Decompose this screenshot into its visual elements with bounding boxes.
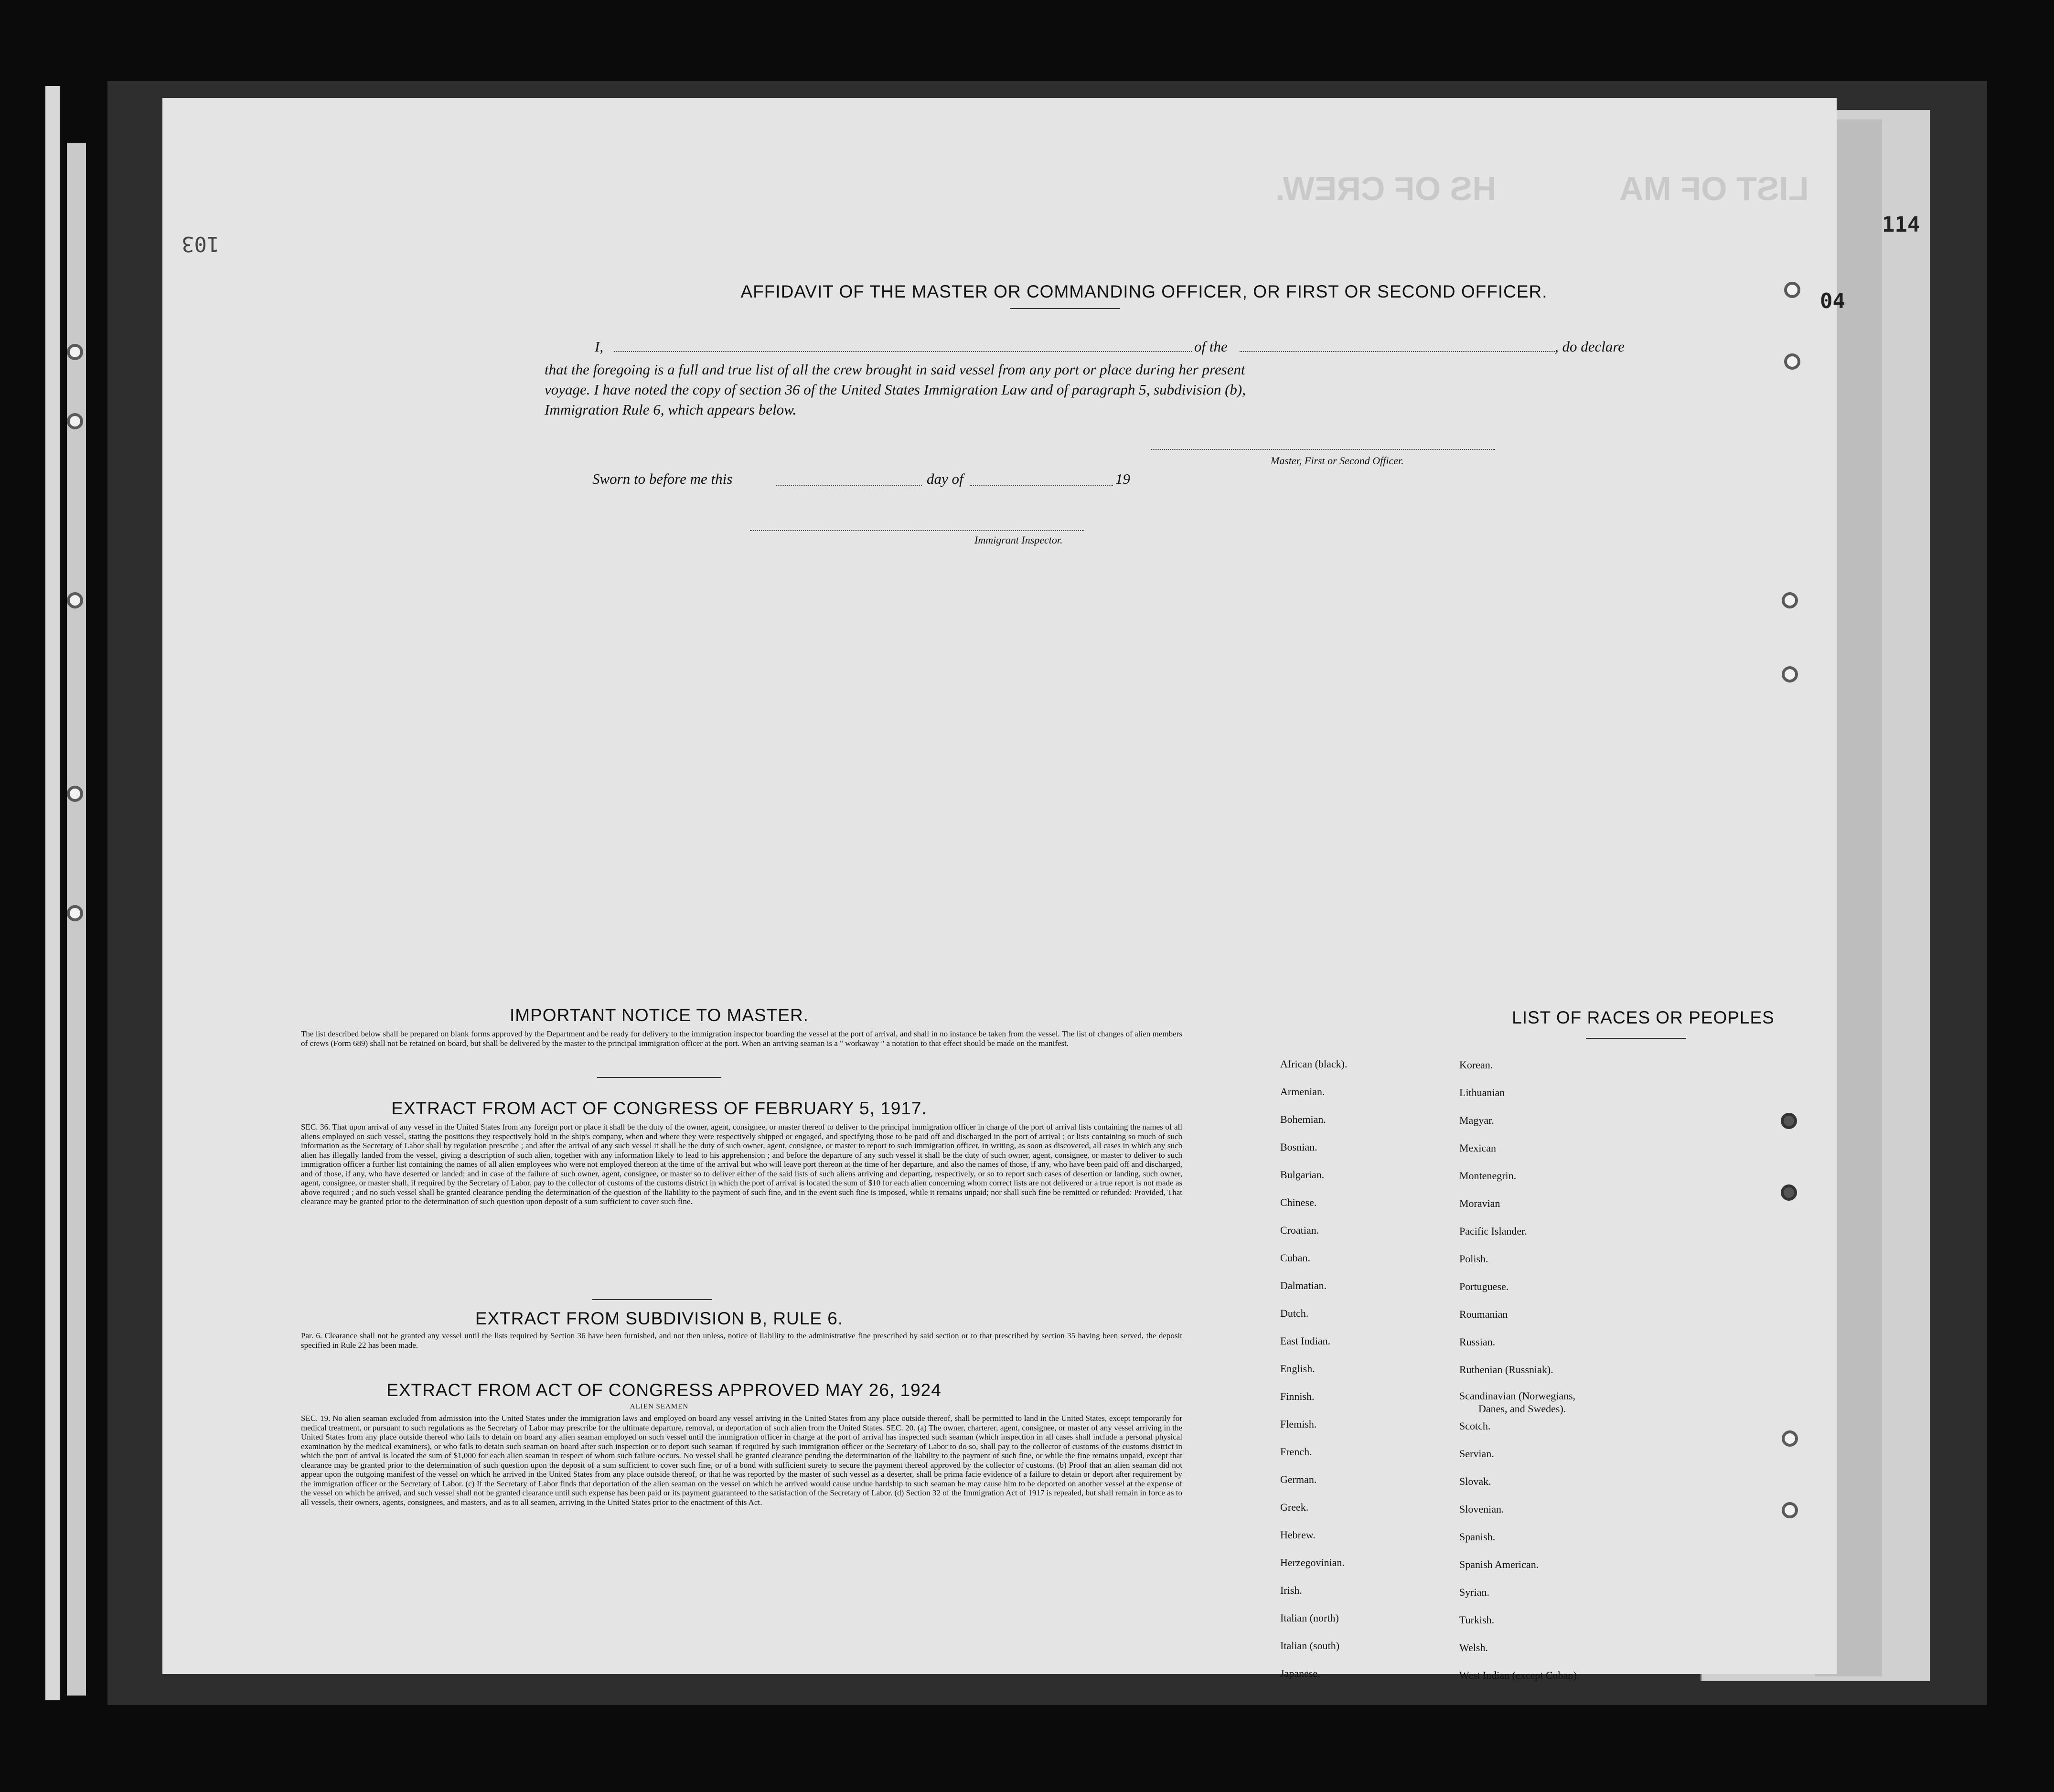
notice-title: IMPORTANT NOTICE TO MASTER.	[510, 1005, 809, 1025]
race-item: Irish.	[1280, 1584, 1302, 1596]
extract-rule6-body: Par. 6. Clearance shall not be granted any vessel until the lists required by Section 36 have been furnished, and not then unless, notice of liability to the administrative fine prescribed by said section or to that prescribed by section 35 having been served, the deposit specified in Rule 22 has been made.	[301, 1331, 1182, 1350]
race-item: Chinese.	[1280, 1196, 1317, 1208]
do-declare-text: , do declare	[1555, 338, 1625, 355]
sworn-day-line	[776, 485, 922, 486]
punch-hole	[1784, 353, 1800, 370]
races-title-rule	[1586, 1038, 1686, 1039]
race-item: Danes, and Swedes).	[1478, 1403, 1566, 1415]
race-item: Bosnian.	[1280, 1141, 1317, 1153]
bleed-through-text: LIST OF MA	[1619, 170, 1809, 207]
race-item: West Indian (except Cuban).	[1459, 1669, 1580, 1681]
race-item: Welsh.	[1459, 1642, 1488, 1653]
document-page	[162, 98, 1920, 1681]
races-title: LIST OF RACES OR PEOPLES	[1512, 1008, 1775, 1027]
left-page-edge	[45, 86, 60, 1700]
vessel-name-line	[1240, 351, 1555, 352]
right-margin-partial-number: 04	[1820, 289, 1845, 313]
race-item: Pacific Islander.	[1459, 1225, 1527, 1237]
extract-1924-title: EXTRACT FROM ACT OF CONGRESS APPROVED MAY 26, 1924	[386, 1380, 941, 1400]
race-item: Korean.	[1459, 1059, 1493, 1071]
race-item: Moravian	[1459, 1197, 1500, 1209]
race-item: Flemish.	[1280, 1418, 1317, 1430]
race-item: Spanish.	[1459, 1531, 1496, 1543]
punch-hole	[67, 413, 83, 429]
punch-hole	[1782, 1502, 1798, 1518]
punch-hole	[67, 344, 83, 360]
race-item: Servian.	[1459, 1448, 1494, 1460]
race-item: Scotch.	[1459, 1420, 1491, 1432]
race-item: Bulgarian.	[1280, 1169, 1325, 1181]
affidavit-line-2: that the foregoing is a full and true list of all the crew brought in said vessel from any port or place during her present	[545, 361, 1245, 378]
race-item: Magyar.	[1459, 1114, 1494, 1126]
race-item: Portuguese.	[1459, 1280, 1509, 1292]
race-item: Ruthenian (Russniak).	[1459, 1364, 1553, 1376]
race-item: Italian (north)	[1280, 1612, 1339, 1624]
punch-hole	[1784, 282, 1800, 298]
race-item: Dutch.	[1280, 1307, 1309, 1319]
declarant-name-line	[614, 351, 1192, 352]
sworn-month-line	[970, 485, 1113, 486]
race-item: German.	[1280, 1473, 1317, 1485]
race-item: Hebrew.	[1280, 1529, 1316, 1541]
section-rule	[592, 1299, 712, 1300]
race-item: Turkish.	[1459, 1614, 1495, 1626]
race-item: Slovenian.	[1459, 1503, 1504, 1515]
race-item: French.	[1280, 1446, 1312, 1458]
race-item: Bohemian.	[1280, 1113, 1326, 1125]
extract-1924-body: SEC. 19. No alien seaman excluded from admission into the United States under the immigration laws and employed on board any vessel arriving in the United States from any place outside thereof, shall be permitted to land in the United States, except temporarily for medical treatment, or pursuant to such regulations as the Secretary of Labor may prescribe for the ultimate departure, removal, or deportation of such alien from the United States. SEC. 20. (a) The owner, charterer, agent, consignee, or master of any vessel arriving in the United States from any place outside thereof who fails to detain on board any alien seaman employed on such vessel until the immigration officer in charge at the port of arrival has inspected such seaman (which inspection in all cases shall include a personal physical examination by the medical examiners), or who fails to detain such seaman on board after such inspection or to deport such seaman if required by such immigration officer or the Secretary of Labor to do so, shall pay to the collector of customs of the customs district in which the port of arrival is located the sum of $1,000 for each alien seaman in respect of whom such failure occurs. No vessel shall be granted clearance pending the determination of the liability to the payment of such fine, or while the fine remains unpaid, except that clearance may be granted prior to the determination of such question upon the deposit of a sum sufficient to cover such fine, or of a bond with sufficient surety to secure the payment thereof approved by the collector of customs. (b) Proof that an alien seaman did not appear upon the outgoing manifest of the vessel on which he arrived in the United States from any place outside thereof, or that he was reported by the master of such vessel as a deserter, shall be prima facie evidence of a failure to detain or deport after requirement by the immigration officer or the Secretary of Labor. (c) If the Secretary of Labor finds that deportation of the alien seaman on the vessel on which he arrived would cause undue hardship to such seaman he may cause him to be deported on another vessel at the expense of the vessel on which he arrived, and such vessel shall not be granted clearance until such expense has been paid or its payment guaranteed to the satisfaction of the Secretary of Labor. (d) Section 32 of the Immigration Act of 1917 is repealed, but shall remain in force as to all vessels, their owners, agents, consignees, and masters, and as to all seamen, arriving in the United States prior to the enactment of this Act.	[301, 1414, 1182, 1507]
bleed-through-text: HS OF CREW.	[1275, 170, 1497, 207]
punch-hole	[1781, 1113, 1797, 1129]
inspector-caption: Immigrant Inspector.	[974, 534, 1063, 546]
race-item: Russian.	[1459, 1336, 1496, 1348]
punch-hole	[67, 905, 83, 921]
race-item: Finnish.	[1280, 1390, 1315, 1402]
punch-hole	[67, 786, 83, 802]
declarant-label: I,	[595, 338, 604, 355]
race-item: Mexican	[1459, 1142, 1496, 1154]
race-item: Greek.	[1280, 1501, 1309, 1513]
extract-1917-title: EXTRACT FROM ACT OF CONGRESS OF FEBRUARY 5, 1917.	[391, 1099, 927, 1118]
title-underline	[1010, 308, 1120, 309]
left-margin-number: 103	[182, 232, 220, 256]
punch-hole	[1781, 1184, 1797, 1201]
affidavit-line-4: Immigration Rule 6, which appears below.	[545, 401, 797, 418]
race-item: Spanish American.	[1459, 1558, 1539, 1570]
race-item: Slovak.	[1459, 1475, 1491, 1487]
race-item: Montenegrin.	[1459, 1170, 1517, 1182]
race-item: Armenian.	[1280, 1086, 1325, 1098]
race-item: Japanese.	[1280, 1667, 1320, 1679]
extract-1917-body: SEC. 36. That upon arrival of any vessel in the United States from any foreign port or place it shall be the duty of the owner, agent, consignee, or master thereof to deliver to the principal immigration officer in charge of the port of arrival lists containing the names of all aliens employed on such vessel, stating the positions they respectively hold in the ship's company, when and where they were respectively shipped or engaged, and specifying those to be paid off and discharged in the port of arrival ; or lists containing so much of such information as the Secretary of Labor shall by regulation prescribe ; and after the arrival of any such vessel it shall be the duty of such owner, agent, consignee, or master to report to such immigration officer, in writing, as soon as discovered, all cases in which any such alien has illegally landed from the vessel, giving a description of such alien, together with any information likely to lead to his apprehension ; and before the departure of any such vessel it shall be the duty of such owner, agent, consignee, or master to deliver to such immigration officer a further list containing the names of all alien employees who were not employed thereon at the time of the arrival but who will leave port thereon at the time of her departure, and also the names of those, if any, who have been paid off and discharged, and of those, if any, who have deserted or landed; and in case of the failure of such owner, agent, consignee, or master so to deliver either of the said lists of such aliens arriving and departing, respectively, or so to report such cases of desertion or landing, such owner, agent, consignee, or master shall, if required by the Secretary of Labor, pay to the collector of customs of the customs district in which the port of arrival is located the sum of $10 for each alien concerning whom correct lists are not delivered or a true report is not made as above required ; and no such vessel shall be granted clearance pending the determination of the question of the liability to the payment of such fine, and in the event such fine is imposed, while it remains unpaid; nor shall such fine be remitted or refunded: Provided, That clearance may be granted prior to the determination of such question upon deposit of a sum sufficient to cover such fine.	[301, 1122, 1182, 1206]
race-item: Scandinavian (Norwegians,	[1459, 1390, 1576, 1402]
race-item: English.	[1280, 1363, 1315, 1375]
race-item: East Indian.	[1280, 1335, 1331, 1347]
race-item: Italian (south)	[1280, 1640, 1340, 1652]
affidavit-title: AFFIDAVIT OF THE MASTER OR COMMANDING OFFICER, OR FIRST OR SECOND OFFICER.	[740, 282, 1548, 301]
race-item: Herzegovinian.	[1280, 1557, 1345, 1568]
vessel-label: of the	[1194, 338, 1228, 355]
punch-hole	[1782, 1430, 1798, 1447]
signature-line	[1151, 449, 1495, 450]
sworn-label: Sworn to before me this	[592, 470, 733, 487]
section-rule	[597, 1077, 721, 1078]
punch-hole	[1782, 592, 1798, 608]
inspector-signature-line	[750, 530, 1084, 531]
affidavit-line-3: voyage. I have noted the copy of section 36 of the United States Immigration Law and of paragraph 5, subdivision (b),	[545, 381, 1246, 398]
year-label: 19	[1115, 470, 1130, 487]
extract-1924-subtitle: ALIEN SEAMEN	[630, 1403, 689, 1410]
race-item: Lithuanian	[1459, 1087, 1505, 1099]
race-item: Croatian.	[1280, 1224, 1319, 1236]
race-item: Dalmatian.	[1280, 1280, 1327, 1291]
notice-body: The list described below shall be prepared on blank forms approved by the Department and be ready for delivery to the immigration inspector boarding the vessel at the port of arrival, and shall in no instance be taken from the vessel. The list of changes of alien members of crews (Form 689) shall not be retained on board, but shall be delivered by the master to the principal immigration officer at the port. When an arriving seaman is a " workaway " a notation to that effect should be made on the manifest.	[301, 1029, 1182, 1048]
punch-hole	[1782, 666, 1798, 683]
punch-hole	[67, 592, 83, 608]
race-item: Polish.	[1459, 1253, 1488, 1265]
race-item: African (black).	[1280, 1058, 1348, 1070]
right-margin-number: 114	[1882, 213, 1920, 237]
race-item: Roumanian	[1459, 1308, 1508, 1320]
extract-rule6-title: EXTRACT FROM SUBDIVISION B, RULE 6.	[475, 1309, 844, 1328]
day-of-label: day of	[927, 470, 963, 487]
signature-caption: Master, First or Second Officer.	[1271, 455, 1404, 467]
race-item: Cuban.	[1280, 1252, 1310, 1264]
race-item: Syrian.	[1459, 1586, 1489, 1598]
